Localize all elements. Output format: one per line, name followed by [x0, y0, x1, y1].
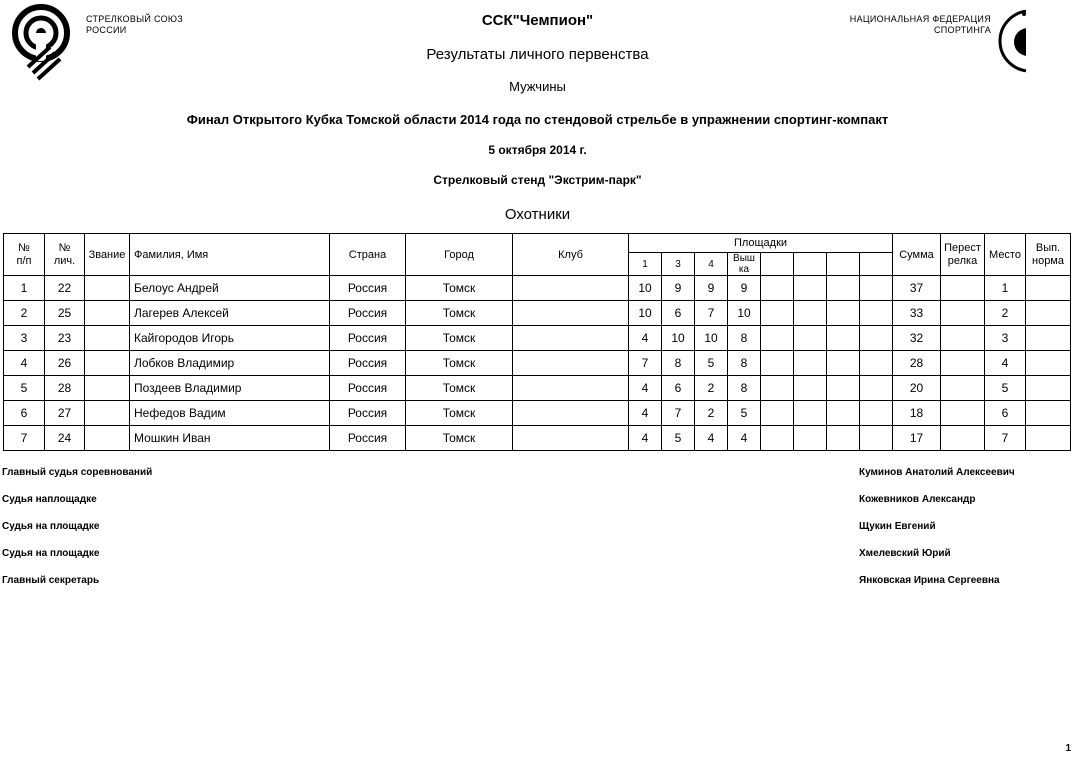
- gender-category: Мужчины: [509, 79, 566, 94]
- cell-place: 5: [985, 376, 1026, 401]
- org-left-line2: РОССИИ: [86, 25, 127, 35]
- cell-place: 4: [985, 351, 1026, 376]
- col-num-line1: №: [18, 241, 30, 254]
- cell-rank: [85, 326, 130, 351]
- cell-name: Лобков Владимир: [130, 351, 330, 376]
- table-row: [4, 326, 1071, 351]
- cell-place: 7: [985, 426, 1026, 451]
- cell-area-7: [827, 376, 860, 401]
- cell-license: 26: [45, 351, 85, 376]
- cell-shootoff: [941, 426, 985, 451]
- col-lic-line1: №: [58, 241, 71, 254]
- cell-country: Россия: [330, 301, 406, 326]
- cell-area-6: [794, 326, 827, 351]
- judge-role: Судья на площадке: [2, 548, 100, 559]
- cell-area-3: 9: [695, 276, 728, 301]
- cell-area-1: 4: [629, 401, 662, 426]
- cell-area-1: 7: [629, 351, 662, 376]
- cell-area-8: [860, 276, 893, 301]
- cell-area-7: [827, 276, 860, 301]
- cell-sum: 18: [893, 401, 941, 426]
- col-header-shootoff: [941, 234, 985, 276]
- cell-area-7: [827, 351, 860, 376]
- cell-area-4: 8: [728, 351, 761, 376]
- cell-city: Томск: [406, 351, 513, 376]
- cell-area-2: 6: [662, 376, 695, 401]
- cell-area-1: 10: [629, 276, 662, 301]
- area-header-5: [761, 253, 794, 276]
- cell-area-4: 10: [728, 301, 761, 326]
- cell-name: Поздеев Владимир: [130, 376, 330, 401]
- cell-sum: 17: [893, 426, 941, 451]
- cell-area-1: 4: [629, 376, 662, 401]
- cell-name: Мошкин Иван: [130, 426, 330, 451]
- area-header-7: [827, 253, 860, 276]
- cell-license: 24: [45, 426, 85, 451]
- org-right-line1: НАЦИОНАЛЬНАЯ ФЕДЕРАЦИЯ: [849, 14, 991, 24]
- competition-date: 5 октября 2014 г.: [488, 143, 587, 157]
- area-header-3: 4: [695, 253, 728, 276]
- cell-area-8: [860, 426, 893, 451]
- cell-area-5: [761, 276, 794, 301]
- cell-area-8: [860, 351, 893, 376]
- results-table: [3, 233, 1071, 451]
- col-header-norm: [1026, 234, 1071, 276]
- cell-city: Томск: [406, 401, 513, 426]
- cell-name: Кайгородов Игорь: [130, 326, 330, 351]
- cell-place: 6: [985, 401, 1026, 426]
- cell-shootoff: [941, 301, 985, 326]
- cell-area-4: 8: [728, 376, 761, 401]
- area-header-2: 3: [662, 253, 695, 276]
- cell-area-4: 8: [728, 326, 761, 351]
- cell-place: 2: [985, 301, 1026, 326]
- cell-area-6: [794, 276, 827, 301]
- club-name: ССК"Чемпион": [481, 12, 594, 29]
- table-row: [4, 401, 1071, 426]
- cell-country: Россия: [330, 376, 406, 401]
- judge-name: Куминов Анатолий Алексеевич: [859, 467, 1015, 478]
- table-row: [4, 376, 1071, 401]
- cell-area-6: [794, 351, 827, 376]
- cell-area-7: [827, 326, 860, 351]
- cell-area-6: [794, 401, 827, 426]
- col-lic-line2: лич.: [53, 254, 76, 267]
- cell-num: 5: [4, 376, 45, 401]
- judge-role: Судья наплощадке: [2, 494, 97, 505]
- cell-area-4: 5: [728, 401, 761, 426]
- cell-club: [513, 326, 629, 351]
- cell-country: Россия: [330, 351, 406, 376]
- col-header-place: Место: [985, 234, 1026, 276]
- cell-area-5: [761, 326, 794, 351]
- cell-num: 2: [4, 301, 45, 326]
- judge-name: Хмелевский Юрий: [859, 548, 951, 559]
- competition-venue: Стрелковый стенд "Экстрим-парк": [433, 173, 642, 187]
- cell-shootoff: [941, 376, 985, 401]
- judge-row: [2, 467, 1052, 494]
- area-header-8: [860, 253, 893, 276]
- cell-area-3: 2: [695, 401, 728, 426]
- cell-city: Томск: [406, 326, 513, 351]
- cell-area-8: [860, 326, 893, 351]
- shooter-category: Охотники: [504, 206, 571, 223]
- cell-place: 3: [985, 326, 1026, 351]
- page-number: 1: [1065, 743, 1071, 754]
- cell-area-8: [860, 401, 893, 426]
- col-header-sum: Сумма: [893, 234, 941, 276]
- cell-area-2: 7: [662, 401, 695, 426]
- cell-area-8: [860, 376, 893, 401]
- cell-area-1: 10: [629, 301, 662, 326]
- cell-shootoff: [941, 351, 985, 376]
- cell-country: Россия: [330, 276, 406, 301]
- table-row: [4, 426, 1071, 451]
- cell-area-8: [860, 301, 893, 326]
- cell-club: [513, 426, 629, 451]
- judges-list: [2, 467, 1052, 602]
- judge-row: [2, 521, 1052, 548]
- judge-name: Щукин Евгений: [859, 521, 936, 532]
- judge-name: Кожевников Александр: [859, 494, 976, 505]
- cell-num: 6: [4, 401, 45, 426]
- cell-shootoff: [941, 401, 985, 426]
- col-header-rank: Звание: [85, 234, 130, 276]
- cell-norm: [1026, 401, 1071, 426]
- col-header-country: Страна: [330, 234, 406, 276]
- cell-area-1: 4: [629, 326, 662, 351]
- cell-name: Лагерев Алексей: [130, 301, 330, 326]
- cell-country: Россия: [330, 426, 406, 451]
- cell-area-2: 8: [662, 351, 695, 376]
- cell-area-3: 7: [695, 301, 728, 326]
- cell-sum: 32: [893, 326, 941, 351]
- cell-name: Нефедов Вадим: [130, 401, 330, 426]
- cell-name: Белоус Андрей: [130, 276, 330, 301]
- cell-area-5: [761, 301, 794, 326]
- cell-city: Томск: [406, 376, 513, 401]
- cell-norm: [1026, 276, 1071, 301]
- cell-rank: [85, 351, 130, 376]
- col-header-areas: Площадки: [629, 234, 893, 253]
- cell-license: 27: [45, 401, 85, 426]
- cell-rank: [85, 301, 130, 326]
- cell-sum: 37: [893, 276, 941, 301]
- col-header-city: Город: [406, 234, 513, 276]
- cell-area-5: [761, 376, 794, 401]
- col-norm-line1: Вып.: [1035, 241, 1061, 254]
- cell-area-5: [761, 426, 794, 451]
- cell-num: 3: [4, 326, 45, 351]
- judge-row: [2, 548, 1052, 575]
- cell-license: 23: [45, 326, 85, 351]
- col-header-license: [45, 234, 85, 276]
- cell-norm: [1026, 351, 1071, 376]
- cell-rank: [85, 376, 130, 401]
- competition-name: Финал Открытого Кубка Томской области 2014 года по стендовой стрельбе в упражнении спортинг-компакт: [186, 112, 889, 127]
- cell-rank: [85, 426, 130, 451]
- judge-role: Главный судья соревнований: [2, 467, 153, 478]
- col-header-name: Фамилия, Имя: [130, 234, 330, 276]
- cell-num: 1: [4, 276, 45, 301]
- cell-area-4: 9: [728, 276, 761, 301]
- cell-city: Томск: [406, 301, 513, 326]
- cell-license: 22: [45, 276, 85, 301]
- cell-country: Россия: [330, 401, 406, 426]
- cell-license: 25: [45, 301, 85, 326]
- cell-club: [513, 301, 629, 326]
- cell-area-2: 10: [662, 326, 695, 351]
- judge-row: [2, 575, 1052, 602]
- cell-area-2: 9: [662, 276, 695, 301]
- col-shootoff-line2: релка: [947, 254, 978, 267]
- cell-sum: 28: [893, 351, 941, 376]
- cell-area-5: [761, 351, 794, 376]
- cell-area-6: [794, 376, 827, 401]
- cell-area-6: [794, 301, 827, 326]
- cell-norm: [1026, 326, 1071, 351]
- cell-area-3: 10: [695, 326, 728, 351]
- cell-area-4: 4: [728, 426, 761, 451]
- cell-area-2: 6: [662, 301, 695, 326]
- cell-club: [513, 401, 629, 426]
- col-shootoff-line1: Перест: [944, 241, 981, 254]
- cell-area-7: [827, 401, 860, 426]
- cell-rank: [85, 276, 130, 301]
- cell-norm: [1026, 301, 1071, 326]
- judge-role: Главный секретарь: [2, 575, 100, 586]
- judge-role: Судья на площадке: [2, 521, 100, 532]
- col-header-club: Клуб: [513, 234, 629, 276]
- cell-license: 28: [45, 376, 85, 401]
- org-right-line2: СПОРТИНГА: [933, 25, 991, 35]
- judge-name: Янковская Ирина Сергеевна: [859, 575, 1000, 586]
- judge-row: [2, 494, 1052, 521]
- cell-area-3: 4: [695, 426, 728, 451]
- cell-area-7: [827, 301, 860, 326]
- cell-city: Томск: [406, 276, 513, 301]
- cell-shootoff: [941, 276, 985, 301]
- cell-rank: [85, 401, 130, 426]
- cell-city: Томск: [406, 426, 513, 451]
- cell-norm: [1026, 426, 1071, 451]
- page-title: Результаты личного первенства: [426, 46, 649, 63]
- cell-num: 4: [4, 351, 45, 376]
- cell-norm: [1026, 376, 1071, 401]
- cell-area-7: [827, 426, 860, 451]
- cell-club: [513, 376, 629, 401]
- area-header-6: [794, 253, 827, 276]
- cell-area-3: 2: [695, 376, 728, 401]
- area-header-1: 1: [629, 253, 662, 276]
- cell-area-1: 4: [629, 426, 662, 451]
- cell-sum: 20: [893, 376, 941, 401]
- cell-sum: 33: [893, 301, 941, 326]
- org-left-line1: СТРЕЛКОВЫЙ СОЮЗ: [86, 14, 184, 24]
- col-num-line2: п/п: [16, 254, 32, 267]
- table-row: [4, 276, 1071, 301]
- cell-club: [513, 276, 629, 301]
- cell-club: [513, 351, 629, 376]
- cell-area-3: 5: [695, 351, 728, 376]
- area-header-4: Выш ка: [728, 253, 761, 276]
- col-header-num: [4, 234, 45, 276]
- table-row: [4, 301, 1071, 326]
- table-row: [4, 351, 1071, 376]
- col-norm-line2: норма: [1032, 254, 1064, 267]
- cell-country: Россия: [330, 326, 406, 351]
- cell-shootoff: [941, 326, 985, 351]
- cell-place: 1: [985, 276, 1026, 301]
- cell-area-5: [761, 401, 794, 426]
- cell-area-6: [794, 426, 827, 451]
- cell-area-2: 5: [662, 426, 695, 451]
- cell-num: 7: [4, 426, 45, 451]
